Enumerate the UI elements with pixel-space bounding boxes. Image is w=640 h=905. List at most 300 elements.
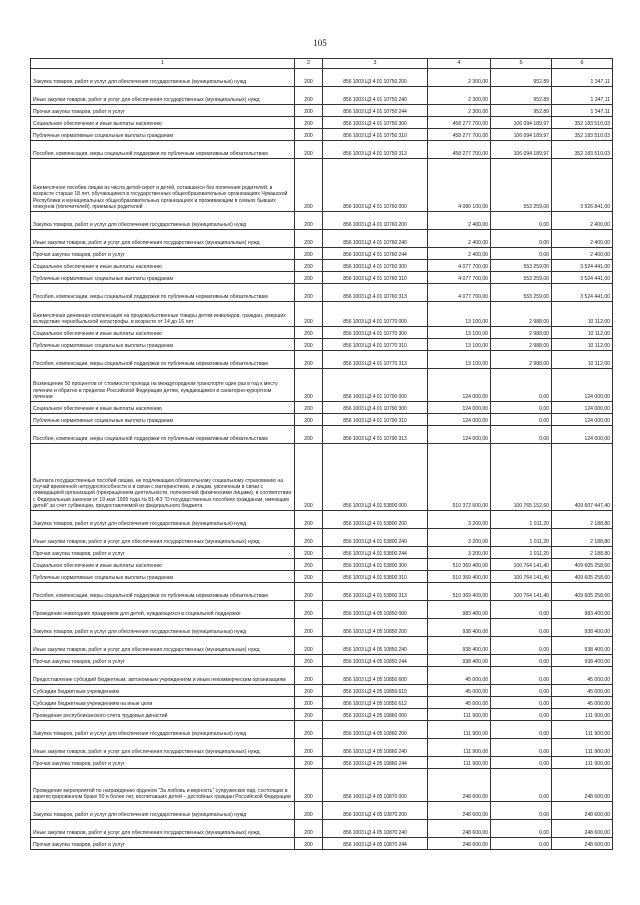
row-name: Субсидии бюджетным учреждениям [31, 685, 295, 697]
row-kbk: 856 1003 Ц3 4 01 53800 313 [323, 583, 428, 601]
row-code: 200 [295, 426, 323, 444]
row-kbk: 856 1003 Ц3 4 05 10870 240 [323, 820, 428, 838]
row-kbk: 856 1003 Ц3 4 01 10770 313 [323, 351, 428, 369]
row-value-col4: 111 900,00 [428, 721, 491, 739]
row-code: 200 [295, 802, 323, 820]
row-value-col5: 0,00 [491, 757, 552, 769]
row-value-col5: 2 988,00 [491, 302, 552, 327]
row-name: Пособия, компенсации, меры социальной поддержки по публичным нормативным обязательствам [31, 351, 295, 369]
row-value-col5: 2 988,00 [491, 327, 552, 339]
row-value-col4: 248 600,00 [428, 769, 491, 802]
row-kbk: 856 1003 Ц3 4 01 10760 244 [323, 248, 428, 260]
row-name: Ежемесячное пособие лицам из числа детей-сирот и детей, оставшихся без попечения родителей, в возрасте старше 18 лет, обучающимся в государственных общеобразовательных организациях Чувашской Республики и муниципальных общеобразовательных организациях и проживающим в семьях бывших опекунов (попечителей), приемных родителей [31, 159, 295, 212]
row-code: 200 [295, 559, 323, 571]
row-code: 200 [295, 757, 323, 769]
row-kbk: 856 1003 Ц3 4 01 53800 244 [323, 547, 428, 559]
row-value-col6: 3 524 441,00 [552, 284, 613, 302]
column-header: 2 [295, 59, 323, 69]
row-value-col6: 938 400,00 [552, 655, 613, 667]
table-row [31, 721, 613, 739]
table-row [31, 583, 613, 601]
row-code: 200 [295, 230, 323, 248]
row-value-col6: 2 188,80 [552, 511, 613, 529]
table-row [31, 284, 613, 302]
row-code: 200 [295, 571, 323, 583]
row-name: Иные закупки товаров, работ и услуг для обеспечения государственных (муниципальных) нужд [31, 230, 295, 248]
row-name: Субсидии бюджетным учреждениям на иные цели [31, 697, 295, 709]
row-kbk: 856 1003 Ц3 4 01 10760 000 [323, 159, 428, 212]
row-name: Пособия, компенсации, меры социальной поддержки по публичным нормативным обязательствам [31, 426, 295, 444]
row-value-col6: 124 000,00 [552, 369, 613, 402]
budget-table [30, 58, 613, 850]
row-value-col4: 124 000,00 [428, 414, 491, 426]
row-value-col4: 4 077 700,00 [428, 260, 491, 272]
row-code: 200 [295, 721, 323, 739]
row-code: 200 [295, 69, 323, 87]
row-value-col4: 2 400,00 [428, 230, 491, 248]
table-row [31, 559, 613, 571]
row-name: Ежемесячная денежная компенсация на продовольственные товары детям инвалидов, граждан, умерших вследствие чернобыльской катастрофы, в возрасте от 14 до 16 лет [31, 302, 295, 327]
row-kbk: 856 1003 Ц3 4 01 10790 300 [323, 402, 428, 414]
row-kbk: 856 1003 Ц3 4 05 10850 600 [323, 667, 428, 685]
row-value-col5: 106 094 189,97 [491, 117, 552, 129]
table-row [31, 571, 613, 583]
row-value-col6: 45 000,00 [552, 667, 613, 685]
row-value-col5: 106 094 189,97 [491, 129, 552, 141]
row-value-col5: 0,00 [491, 697, 552, 709]
row-value-col5: 952,89 [491, 105, 552, 117]
row-value-col6: 409 605 258,60 [552, 559, 613, 571]
row-value-col5: 952,89 [491, 69, 552, 87]
row-value-col5: 0,00 [491, 667, 552, 685]
table-row [31, 667, 613, 685]
row-value-col5: 0,00 [491, 655, 552, 667]
row-value-col4: 45 000,00 [428, 685, 491, 697]
row-name: Прочая закупка товаров, работ и услуг [31, 838, 295, 850]
row-value-col5: 0,00 [491, 769, 552, 802]
row-value-col5: 0,00 [491, 802, 552, 820]
row-kbk: 856 1003 Ц3 4 05 10850 240 [323, 637, 428, 655]
row-value-col6: 2 400,00 [552, 230, 613, 248]
row-value-col5: 0,00 [491, 619, 552, 637]
table-row [31, 69, 613, 87]
row-value-col6: 248 600,00 [552, 769, 613, 802]
row-value-col5: 0,00 [491, 414, 552, 426]
row-kbk: 856 1003 Ц3 4 05 10860 200 [323, 721, 428, 739]
row-value-col6: 2 400,00 [552, 212, 613, 230]
row-code: 200 [295, 637, 323, 655]
table-row [31, 212, 613, 230]
row-code: 200 [295, 529, 323, 547]
row-value-col5: 0,00 [491, 402, 552, 414]
row-value-col6: 124 000,00 [552, 402, 613, 414]
column-header: 1 [31, 59, 295, 69]
row-code: 200 [295, 272, 323, 284]
table-row [31, 547, 613, 559]
row-value-col5: 0,00 [491, 709, 552, 721]
row-name: Пособия, компенсации, меры социальной поддержки по публичным нормативным обязательствам [31, 284, 295, 302]
row-kbk: 856 1003 Ц3 4 05 10860 240 [323, 739, 428, 757]
row-code: 200 [295, 117, 323, 129]
table-row [31, 769, 613, 802]
row-value-col6: 45 000,00 [552, 697, 613, 709]
row-value-col4: 13 100,00 [428, 351, 491, 369]
row-value-col6: 111 900,00 [552, 709, 613, 721]
row-value-col5: 100 765 152,60 [491, 444, 552, 511]
row-kbk: 856 1003 Ц3 4 05 10860 000 [323, 709, 428, 721]
row-kbk: 856 1003 Ц3 4 05 10850 610 [323, 685, 428, 697]
row-value-col4: 458 277 700,00 [428, 141, 491, 159]
table-row [31, 230, 613, 248]
table-row [31, 87, 613, 105]
row-code: 200 [295, 583, 323, 601]
row-code: 200 [295, 739, 323, 757]
row-code: 200 [295, 655, 323, 667]
table-row [31, 637, 613, 655]
row-kbk: 856 1003 Ц3 4 05 10870 244 [323, 838, 428, 850]
row-value-col4: 111 900,00 [428, 757, 491, 769]
row-code: 200 [295, 547, 323, 559]
row-value-col4: 248 600,00 [428, 802, 491, 820]
row-value-col6: 248 600,00 [552, 802, 613, 820]
row-value-col4: 2 300,00 [428, 69, 491, 87]
row-kbk: 856 1003 Ц3 4 05 10850 200 [323, 619, 428, 637]
table-row [31, 369, 613, 402]
row-kbk: 856 1003 Ц3 4 01 10770 300 [323, 327, 428, 339]
row-value-col4: 510 369 400,00 [428, 559, 491, 571]
row-kbk: 856 1003 Ц3 4 01 10760 313 [323, 284, 428, 302]
row-value-col4: 510 372 600,00 [428, 444, 491, 511]
row-code: 200 [295, 402, 323, 414]
row-code: 200 [295, 369, 323, 402]
row-value-col6: 1 347,11 [552, 105, 613, 117]
row-value-col4: 111 900,00 [428, 709, 491, 721]
row-value-col5: 100 764 141,40 [491, 583, 552, 601]
row-name: Социальное обеспечение и иные выплаты населению [31, 117, 295, 129]
row-value-col6: 352 183 510,03 [552, 117, 613, 129]
row-code: 200 [295, 105, 323, 117]
row-value-col5: 553 259,00 [491, 260, 552, 272]
row-value-col5: 1 011,20 [491, 511, 552, 529]
row-value-col6: 1 347,11 [552, 87, 613, 105]
row-code: 200 [295, 212, 323, 230]
row-value-col4: 248 600,00 [428, 820, 491, 838]
row-value-col6: 409 605 258,60 [552, 583, 613, 601]
row-name: Прочая закупка товаров, работ и услуг [31, 105, 295, 117]
row-kbk: 856 1003 Ц3 4 01 10750 240 [323, 87, 428, 105]
row-name: Предоставление субсидий бюджетным, автономным учреждениям и иным некоммерческим организациям [31, 667, 295, 685]
row-kbk: 856 1003 Ц3 4 05 10850 612 [323, 697, 428, 709]
row-code: 200 [295, 248, 323, 260]
row-value-col6: 248 600,00 [552, 838, 613, 850]
row-value-col5: 0,00 [491, 820, 552, 838]
row-value-col5: 2 988,00 [491, 351, 552, 369]
row-code: 200 [295, 838, 323, 850]
row-value-col5: 553 259,00 [491, 159, 552, 212]
row-code: 200 [295, 351, 323, 369]
row-code: 200 [295, 511, 323, 529]
table-row [31, 351, 613, 369]
table-row [31, 105, 613, 117]
row-value-col6: 248 600,00 [552, 820, 613, 838]
row-kbk: 856 1003 Ц3 4 05 10850 000 [323, 601, 428, 619]
row-name: Социальное обеспечение и иные выплаты населению [31, 260, 295, 272]
column-header: 6 [552, 59, 613, 69]
row-value-col6: 3 526 841,00 [552, 159, 613, 212]
table-row [31, 757, 613, 769]
table-row [31, 511, 613, 529]
row-value-col5: 0,00 [491, 721, 552, 739]
row-kbk: 856 1003 Ц3 4 01 10770 000 [323, 302, 428, 327]
row-value-col6: 352 183 510,03 [552, 129, 613, 141]
table-row [31, 402, 613, 414]
row-value-col4: 3 200,00 [428, 547, 491, 559]
row-name: Выплата государственных пособий лицам, не подлежащим обязательному социальному страхованию на случай временной нетрудоспособности и в связи с материнством, и лицам, уволенным в связи с ликвидацией организаций (прекращением деятельности, полномочий физическими лицами), в соответствии с Федеральным законом от 19 мая 1995 года № 81-ФЗ "О государственных пособиях гражданам, имеющим детей" за счет субвенции, предоставляемой из федерального бюджета [31, 444, 295, 511]
row-name: Социальное обеспечение и иные выплаты населению [31, 402, 295, 414]
row-value-col5: 0,00 [491, 230, 552, 248]
row-value-col5: 952,89 [491, 87, 552, 105]
row-value-col5: 0,00 [491, 601, 552, 619]
row-name: Проведение новогодних праздников для детей, нуждающихся в социальной поддержке [31, 601, 295, 619]
table-row [31, 444, 613, 511]
row-kbk: 856 1003 Ц3 4 05 10870 000 [323, 769, 428, 802]
table-row [31, 159, 613, 212]
table-row [31, 414, 613, 426]
table-row [31, 426, 613, 444]
table-row [31, 802, 613, 820]
row-kbk: 856 1003 Ц3 4 01 10790 310 [323, 414, 428, 426]
column-header: 5 [491, 59, 552, 69]
row-kbk: 856 1003 Ц3 4 01 53800 240 [323, 529, 428, 547]
table-row [31, 260, 613, 272]
row-value-col4: 13 100,00 [428, 302, 491, 327]
row-kbk: 856 1003 Ц3 4 01 53800 300 [323, 559, 428, 571]
row-kbk: 856 1003 Ц3 4 01 53800 200 [323, 511, 428, 529]
row-name: Иные закупки товаров, работ и услуг для обеспечения государственных (муниципальных) нужд [31, 529, 295, 547]
row-code: 200 [295, 709, 323, 721]
row-code: 200 [295, 697, 323, 709]
row-value-col4: 4 077 700,00 [428, 284, 491, 302]
column-header: 4 [428, 59, 491, 69]
table-row [31, 685, 613, 697]
row-value-col6: 10 112,00 [552, 327, 613, 339]
row-value-col4: 2 400,00 [428, 212, 491, 230]
row-code: 200 [295, 284, 323, 302]
row-value-col4: 938 400,00 [428, 619, 491, 637]
row-kbk: 856 1003 Ц3 4 05 10850 244 [323, 655, 428, 667]
row-code: 200 [295, 414, 323, 426]
row-value-col6: 938 400,00 [552, 637, 613, 655]
row-value-col4: 2 300,00 [428, 87, 491, 105]
row-name: Иные закупки товаров, работ и услуг для обеспечения государственных (муниципальных) нужд [31, 820, 295, 838]
table-row [31, 709, 613, 721]
row-value-col6: 2 188,80 [552, 547, 613, 559]
row-value-col6: 124 000,00 [552, 426, 613, 444]
row-kbk: 856 1003 Ц3 4 01 10770 310 [323, 339, 428, 351]
row-name: Иные закупки товаров, работ и услуг для обеспечения государственных (муниципальных) нужд [31, 739, 295, 757]
row-code: 200 [295, 685, 323, 697]
row-value-col5: 553 259,00 [491, 272, 552, 284]
row-name: Иные закупки товаров, работ и услуг для обеспечения государственных (муниципальных) нужд [31, 87, 295, 105]
row-value-col4: 124 000,00 [428, 369, 491, 402]
column-header: 3 [323, 59, 428, 69]
table-row [31, 141, 613, 159]
row-name: Закупка товаров, работ и услуг для обеспечения государственных (муниципальных) нужд [31, 619, 295, 637]
row-value-col4: 4 080 100,00 [428, 159, 491, 212]
row-code: 200 [295, 619, 323, 637]
row-value-col4: 510 369 400,00 [428, 571, 491, 583]
row-kbk: 856 1003 Ц3 4 01 10750 310 [323, 129, 428, 141]
table-header-row [31, 59, 613, 69]
table-row [31, 272, 613, 284]
row-value-col4: 13 100,00 [428, 327, 491, 339]
row-code: 200 [295, 444, 323, 511]
row-value-col6: 409 605 258,60 [552, 571, 613, 583]
row-name: Закупка товаров, работ и услуг для обеспечения государственных (муниципальных) нужд [31, 212, 295, 230]
table-row [31, 697, 613, 709]
table-row [31, 838, 613, 850]
row-value-col4: 248 600,00 [428, 838, 491, 850]
row-value-col4: 938 400,00 [428, 655, 491, 667]
row-name: Пособия, компенсации, меры социальной поддержки по публичным нормативным обязательствам [31, 141, 295, 159]
table-body [31, 69, 613, 850]
row-name: Публичные нормативные социальные выплаты гражданам [31, 272, 295, 284]
row-value-col5: 0,00 [491, 838, 552, 850]
table-row [31, 655, 613, 667]
row-value-col6: 983 400,00 [552, 601, 613, 619]
row-kbk: 856 1003 Ц3 4 05 10860 244 [323, 757, 428, 769]
row-name: Закупка товаров, работ и услуг для обеспечения государственных (муниципальных) нужд [31, 511, 295, 529]
table-row [31, 601, 613, 619]
row-value-col6: 1 347,11 [552, 69, 613, 87]
row-name: Прочая закупка товаров, работ и услуг [31, 655, 295, 667]
row-kbk: 856 1003 Ц3 4 01 10760 240 [323, 230, 428, 248]
row-value-col5: 1 011,20 [491, 529, 552, 547]
row-code: 200 [295, 327, 323, 339]
row-value-col6: 2 188,80 [552, 529, 613, 547]
row-value-col4: 458 277 700,00 [428, 117, 491, 129]
row-kbk: 856 1003 Ц3 4 01 10760 200 [323, 212, 428, 230]
row-name: Публичные нормативные социальные выплаты гражданам [31, 129, 295, 141]
row-code: 200 [295, 339, 323, 351]
row-value-col4: 13 100,00 [428, 339, 491, 351]
row-value-col6: 3 524 441,00 [552, 272, 613, 284]
row-name: Прочая закупка товаров, работ и услуг [31, 547, 295, 559]
row-name: Возмещение 50 процентов от стоимости проезда на междугородном транспорте один раз в год к месту лечения и обратно в пределах Российской Федерации детям, нуждающимся в санаторно-курортном лечении [31, 369, 295, 402]
row-value-col4: 983 400,00 [428, 601, 491, 619]
row-value-col6: 111 900,00 [552, 721, 613, 739]
row-value-col4: 45 000,00 [428, 697, 491, 709]
row-kbk: 856 1003 Ц3 4 01 10750 200 [323, 69, 428, 87]
row-kbk: 856 1003 Ц3 4 01 10790 000 [323, 369, 428, 402]
row-value-col5: 100 764 141,40 [491, 571, 552, 583]
table-row [31, 248, 613, 260]
row-kbk: 856 1003 Ц3 4 01 53800 000 [323, 444, 428, 511]
row-kbk: 856 1003 Ц3 4 01 10760 300 [323, 260, 428, 272]
row-name: Прочая закупка товаров, работ и услуг [31, 757, 295, 769]
row-name: Иные закупки товаров, работ и услуг для обеспечения государственных (муниципальных) нужд [31, 637, 295, 655]
row-kbk: 856 1003 Ц3 4 01 53800 310 [323, 571, 428, 583]
row-value-col5: 100 764 141,40 [491, 559, 552, 571]
row-value-col4: 2 400,00 [428, 248, 491, 260]
row-code: 200 [295, 159, 323, 212]
row-kbk: 856 1003 Ц3 4 01 10760 310 [323, 272, 428, 284]
page-number: 105 [313, 38, 327, 48]
table-row [31, 302, 613, 327]
row-name: Пособия, компенсации, меры социальной поддержки по публичным нормативным обязательствам [31, 583, 295, 601]
row-code: 200 [295, 820, 323, 838]
row-value-col5: 2 988,00 [491, 339, 552, 351]
table-row [31, 117, 613, 129]
row-value-col4: 111 900,00 [428, 739, 491, 757]
row-value-col5: 106 094 189,97 [491, 141, 552, 159]
table-row [31, 529, 613, 547]
row-value-col5: 0,00 [491, 637, 552, 655]
row-kbk: 856 1003 Ц3 4 01 10750 313 [323, 141, 428, 159]
row-value-col6: 45 000,00 [552, 685, 613, 697]
row-value-col5: 553 259,00 [491, 284, 552, 302]
row-value-col4: 510 369 400,00 [428, 583, 491, 601]
row-value-col6: 2 400,00 [552, 248, 613, 260]
row-code: 200 [295, 769, 323, 802]
table-row [31, 339, 613, 351]
table-row [31, 129, 613, 141]
row-name: Прочая закупка товаров, работ и услуг [31, 248, 295, 260]
row-value-col6: 10 112,00 [552, 339, 613, 351]
row-name: Закупка товаров, работ и услуг для обеспечения государственных (муниципальных) нужд [31, 802, 295, 820]
row-kbk: 856 1003 Ц3 4 05 10870 200 [323, 802, 428, 820]
table-row [31, 739, 613, 757]
row-value-col5: 1 011,20 [491, 547, 552, 559]
row-value-col6: 10 112,00 [552, 351, 613, 369]
row-name: Закупка товаров, работ и услуг для обеспечения государственных (муниципальных) нужд [31, 69, 295, 87]
row-code: 200 [295, 87, 323, 105]
row-value-col5: 0,00 [491, 369, 552, 402]
row-name: Проведение республиканского слета трудовых династий [31, 709, 295, 721]
row-value-col5: 0,00 [491, 739, 552, 757]
row-code: 200 [295, 667, 323, 685]
row-value-col6: 10 112,00 [552, 302, 613, 327]
row-name: Закупка товаров, работ и услуг для обеспечения государственных (муниципальных) нужд [31, 721, 295, 739]
row-name: Публичные нормативные социальные выплаты гражданам [31, 571, 295, 583]
row-value-col4: 45 000,00 [428, 667, 491, 685]
row-value-col4: 124 000,00 [428, 426, 491, 444]
row-code: 200 [295, 141, 323, 159]
table-row [31, 327, 613, 339]
row-value-col6: 111 900,00 [552, 757, 613, 769]
row-code: 200 [295, 129, 323, 141]
row-value-col4: 124 000,00 [428, 402, 491, 414]
row-value-col4: 938 400,00 [428, 637, 491, 655]
row-code: 200 [295, 601, 323, 619]
table-row [31, 820, 613, 838]
row-value-col4: 4 077 700,00 [428, 272, 491, 284]
row-value-col4: 458 277 700,00 [428, 129, 491, 141]
row-kbk: 856 1003 Ц3 4 01 10750 244 [323, 105, 428, 117]
row-value-col6: 938 400,00 [552, 619, 613, 637]
row-name: Проведение мероприятий по награждению орденом "За любовь и верность" супружеских пар, состоящих в зарегистрированном браке 50 и более лет, воспитавших детей – достойных граждан Российской Федерации [31, 769, 295, 802]
table-row [31, 619, 613, 637]
row-value-col6: 124 000,00 [552, 414, 613, 426]
row-value-col6: 111 900,00 [552, 739, 613, 757]
row-value-col6: 352 183 510,03 [552, 141, 613, 159]
row-value-col4: 3 200,00 [428, 511, 491, 529]
row-value-col6: 409 607 447,40 [552, 444, 613, 511]
row-value-col5: 0,00 [491, 248, 552, 260]
row-code: 200 [295, 260, 323, 272]
row-name: Социальное обеспечение и иные выплаты населению [31, 327, 295, 339]
row-name: Социальное обеспечение и иные выплаты населению [31, 559, 295, 571]
